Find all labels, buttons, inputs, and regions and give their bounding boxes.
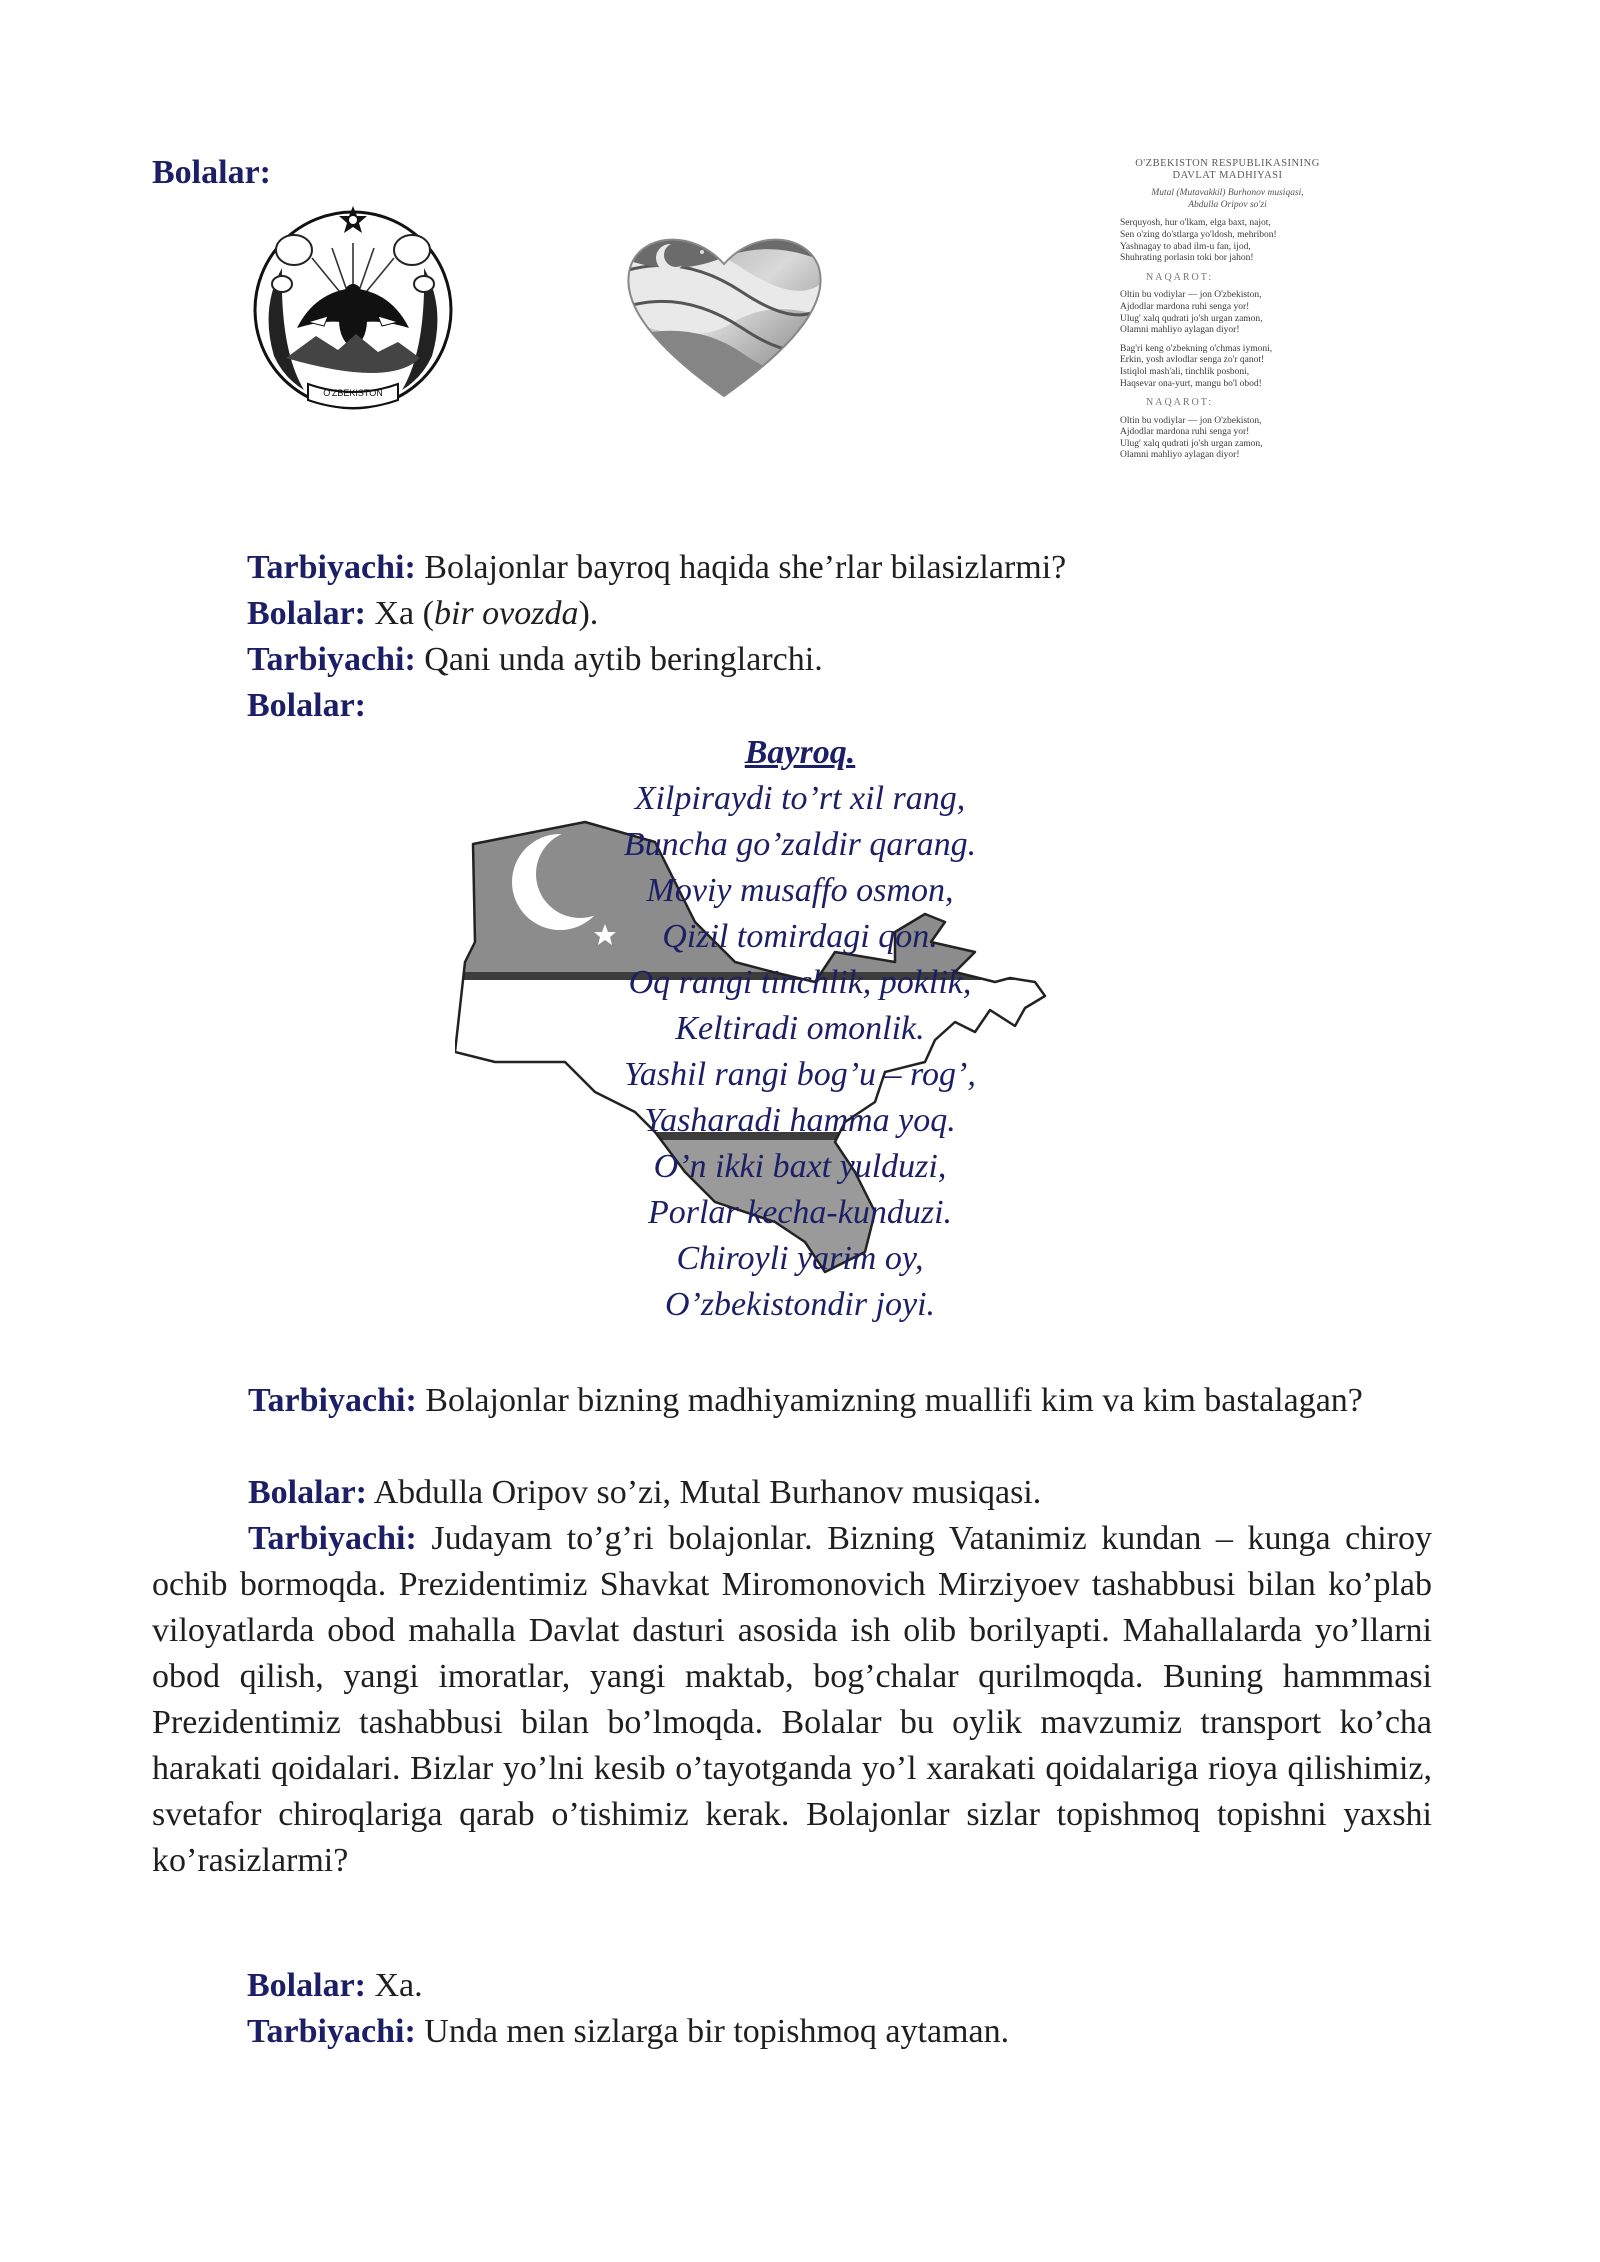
anthem-title-2: DAVLAT MADHIYASI bbox=[1172, 169, 1283, 181]
poem-line: Oq rangi tinchlik, poklik, bbox=[628, 964, 972, 1001]
dialogue-line bbox=[247, 637, 823, 683]
anthem-refrain-label: NAQAROT: bbox=[1146, 397, 1214, 409]
poem-line: Qizil tomirdagi qon. bbox=[662, 918, 938, 955]
emblem-ribbon-text: O'ZBEKISTON bbox=[323, 388, 383, 398]
anthem-line: Oltin bu vodiylar — jon O'zbekiston, bbox=[1120, 415, 1262, 426]
poem-line: Chiroyli yarim oy, bbox=[676, 1240, 924, 1277]
speaker-label: Bolalar: bbox=[248, 1474, 367, 1511]
poem-line: Keltiradi omonlik. bbox=[675, 1010, 925, 1047]
anthem-title: O'ZBEKISTON RESPUBLIKASINING bbox=[1135, 158, 1320, 169]
dialogue-line bbox=[247, 545, 1066, 591]
anthem-line: Bag'ri keng o'zbekning o'chmas iymoni, bbox=[1120, 343, 1273, 354]
state-emblem-image bbox=[242, 198, 464, 412]
dialogue-text: Abdulla Oripov so’zi, Mutal Burhanov musiqasi. bbox=[373, 1474, 1042, 1511]
anthem-line: Haqsevar ona-yurt, mangu bo'l obod! bbox=[1120, 378, 1262, 389]
poem-line: Yashil rangi bog’u – rog’, bbox=[624, 1056, 976, 1093]
heart-flag-image bbox=[622, 228, 827, 400]
anthem-line: Sen o'zing do'stlarga yo'ldosh, mehribon! bbox=[1120, 229, 1277, 240]
poem-line: Xilpiraydi to’rt xil rang, bbox=[634, 780, 966, 817]
dialogue-text: Qani unda aytib beringlarchi. bbox=[424, 641, 823, 678]
anthem-line: Yashnagay to abad ilm-u fan, ijod, bbox=[1120, 241, 1251, 252]
dialogue-paragraph bbox=[152, 1470, 1432, 1516]
speaker-label: Tarbiyachi: bbox=[247, 2013, 416, 2050]
poem-line: O’n ikki baxt yulduzi, bbox=[653, 1148, 947, 1185]
anthem-line: Ajdodlar mardona ruhi senga yor! bbox=[1120, 301, 1250, 312]
anthem-credits: Mutal (Mutavakkil) Burhonov musiqasi, bbox=[1151, 188, 1304, 199]
anthem-line: Serquyosh, hur o'lkam, elga baxt, najot, bbox=[1120, 218, 1271, 229]
dialogue-text: Unda men sizlarga bir topishmoq aytaman. bbox=[424, 2013, 1010, 2050]
anthem-line: Istiqlol mash'ali, tinchlik posboni, bbox=[1120, 366, 1250, 377]
speaker-label: Tarbiyachi: bbox=[247, 549, 416, 586]
dialogue-text-italic: bir ovozda bbox=[433, 595, 579, 632]
dialogue-line bbox=[247, 591, 598, 637]
anthem-refrain-label: NAQAROT: bbox=[1146, 271, 1214, 283]
dialogue-paragraph bbox=[152, 1378, 1432, 1424]
anthem-line: Ulug' xalq qudrati jo'sh urgan zamon, bbox=[1120, 438, 1263, 449]
top-speaker-label: Bolalar: bbox=[152, 154, 271, 191]
dialogue-line bbox=[247, 683, 366, 729]
speaker-label: Tarbiyachi: bbox=[248, 1520, 417, 1557]
dialogue-text: Xa. bbox=[374, 1967, 423, 2004]
anthem-line: Olamni mahliyo aylagan diyor! bbox=[1120, 325, 1240, 336]
dialogue-text: Bolajonlar bizning madhiyamizning muallifi kim va kim bastalagan? bbox=[425, 1382, 1363, 1419]
speaker-label: Bolalar: bbox=[247, 687, 366, 724]
anthem-credits-2: Abdulla Oripov so'zi bbox=[1188, 199, 1267, 210]
anthem-line: Shuhrating porlasin toki bor jahon! bbox=[1120, 253, 1254, 264]
poem-line: Buncha go’zaldir qarang. bbox=[623, 826, 977, 863]
speaker-label: Tarbiyachi: bbox=[248, 1382, 417, 1419]
anthem-line: Olamni mahliyo aylagan diyor! bbox=[1120, 450, 1240, 461]
speaker-label: Bolalar: bbox=[247, 595, 366, 632]
dialogue-text: Xa ( bbox=[374, 595, 434, 632]
dialogue-line bbox=[247, 2009, 1009, 2055]
poem-line: Moviy musaffo osmon, bbox=[646, 872, 954, 909]
poem-line: Yasharadi hamma yoq. bbox=[644, 1102, 956, 1139]
speaker-label: Tarbiyachi: bbox=[247, 641, 416, 678]
anthem-line: Ajdodlar mardona ruhi senga yor! bbox=[1120, 427, 1250, 438]
poem-title: Bayroq. bbox=[744, 734, 856, 771]
dialogue-text: Bolajonlar bayroq haqida she’rlar bilasizlarmi? bbox=[424, 549, 1067, 586]
dialogue-paragraph bbox=[152, 1516, 1432, 1884]
speaker-label: Bolalar: bbox=[247, 1967, 366, 2004]
anthem-line: Erkin, yosh avlodlar senga zo'r qanot! bbox=[1120, 355, 1265, 366]
anthem-line: Ulug' xalq qudrati jo'sh urgan zamon, bbox=[1120, 313, 1263, 324]
anthem-line: Oltin bu vodiylar — jon O'zbekiston, bbox=[1120, 290, 1262, 301]
dialogue-line bbox=[247, 1963, 423, 2009]
poem-line: O’zbekistondir joyi. bbox=[664, 1286, 936, 1323]
dialogue-text: Judayam to’g’ri bolajonlar. Bizning Vatanimiz kundan – kunga chiroy ochib bormoqda. Prezidentimiz Shavkat Miromonovich Mirziyoev tashabbusi bilan ko’plab viloyatlarda obod mahalla Davlat dasturi asosida ish olib borilyapti. Mahallalarda yo’llarni obod qilish, yangi imoratlar, yangi maktab, bog’chalar qurilmoqda. Buning hammmasi Prezidentimiz tashabbusi bilan bo’lmoqda. Bolalar bu oylik mavzumiz transport ko’cha harakati qoidalari. Bizlar yo’lni kesib o’tayotganda yo’l xarakati qoidalariga rioya qilishimiz, svetafor chiroqlariga qarab o’tishimiz kerak. Bolajonlar sizlar topishmoq topishni yaxshi ko’rasizlarmi? bbox=[152, 1520, 1433, 1879]
poem-line: Porlar kecha-kunduzi. bbox=[647, 1194, 953, 1231]
dialogue-text: ). bbox=[578, 595, 599, 632]
poem bbox=[0, 730, 1600, 1328]
anthem-text-image bbox=[1120, 158, 1335, 462]
